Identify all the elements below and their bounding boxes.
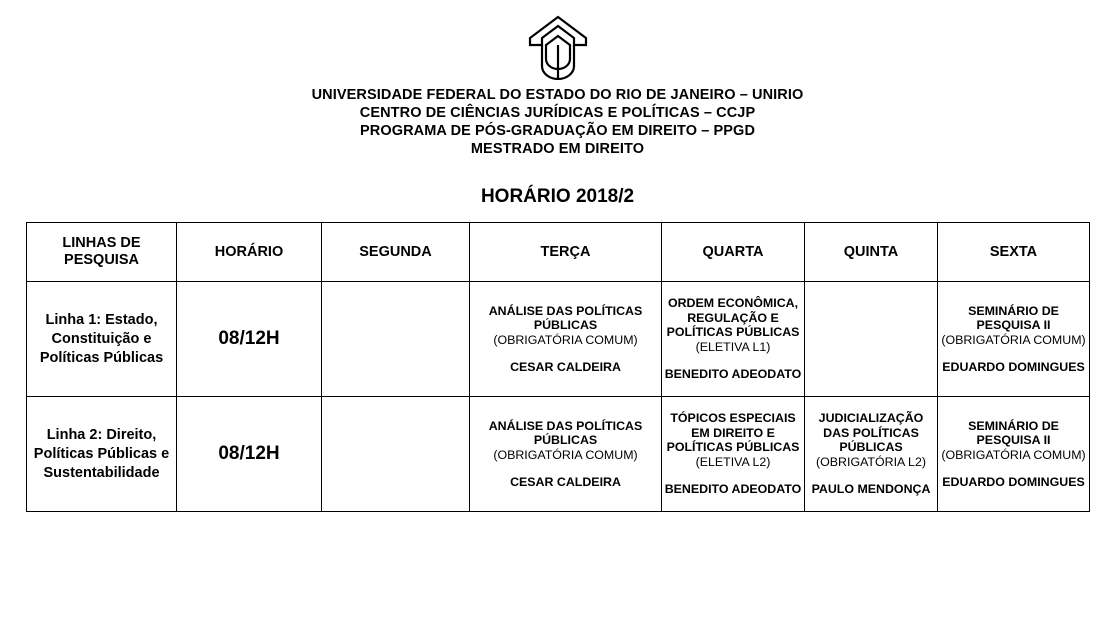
course-professor: CESAR CALDEIRA [510,475,621,489]
row-linha-label: Linha 2: Direito, Políticas Públicas e Sustentabilidade [27,397,177,512]
institution-header [0,86,1115,158]
course-type: (OBRIGATÓRIA COMUM) [941,447,1086,462]
table-row [27,397,1090,512]
column-header-sexta: SEXTA [938,223,1090,282]
schedule-table [26,222,1090,512]
cell-sexta [938,282,1090,397]
cell-segunda [322,397,470,512]
table-row [27,282,1090,397]
column-header-horario: HORÁRIO [177,223,322,282]
cell-quinta [805,282,938,397]
course-professor: EDUARDO DOMINGUES [942,360,1085,374]
course-name: TÓPICOS ESPECIAIS EM DIREITO E POLÍTICAS PÚBLICAS [666,411,800,455]
unirio-logo-icon [512,14,604,80]
table-header-row [27,223,1090,282]
course-professor: EDUARDO DOMINGUES [942,475,1085,489]
course-type: (OBRIGATÓRIA L2) [816,454,926,469]
course-type: (OBRIGATÓRIA COMUM) [941,332,1086,347]
row-horario: 08/12H [177,282,322,397]
header-line-1: UNIVERSIDADE FEDERAL DO ESTADO DO RIO DE JANEIRO – UNIRIO [311,87,804,103]
course-professor: CESAR CALDEIRA [510,360,621,374]
cell-quarta [662,282,805,397]
course-name: SEMINÁRIO DE PESQUISA II [968,303,1059,332]
course-name: ANÁLISE DAS POLÍTICAS PÚBLICAS [488,418,643,447]
column-header-segunda: SEGUNDA [322,223,470,282]
course-type: (OBRIGATÓRIA COMUM) [493,447,638,462]
course-professor: PAULO MENDONÇA [811,482,931,497]
course-name: ANÁLISE DAS POLÍTICAS PÚBLICAS [488,303,643,332]
cell-terca [470,282,662,397]
logo-container [0,0,1115,80]
course-name: ORDEM ECONÔMICA, REGULAÇÃO E POLÍTICAS PÚBLICAS [666,296,800,340]
cell-quarta [662,397,805,512]
course-name: SEMINÁRIO DE PESQUISA II [968,418,1059,447]
column-header-quinta: QUINTA [805,223,938,282]
course-professor: BENEDITO ADEODATO [664,367,802,382]
course-name: JUDICIALIZAÇÃO DAS POLÍTICAS PÚBLICAS [818,411,924,455]
course-professor: BENEDITO ADEODATO [664,482,802,497]
column-header-linhas: LINHAS DE PESQUISA [27,223,177,282]
header-line-2: CENTRO DE CIÊNCIAS JURÍDICAS E POLÍTICAS – CCJP [359,105,756,121]
course-type: (ELETIVA L2) [695,454,771,469]
column-header-quarta: QUARTA [662,223,805,282]
page-title: HORÁRIO 2018/2 [480,186,635,207]
header-line-3: PROGRAMA DE PÓS-GRADUAÇÃO EM DIREITO – PPGD [359,123,756,139]
cell-segunda [322,282,470,397]
row-linha-label: Linha 1: Estado, Constituição e Políticas Públicas [27,282,177,397]
row-horario: 08/12H [177,397,322,512]
cell-sexta [938,397,1090,512]
course-type: (ELETIVA L1) [695,339,771,354]
cell-terca [470,397,662,512]
cell-quinta [805,397,938,512]
course-type: (OBRIGATÓRIA COMUM) [493,332,638,347]
column-header-terca: TERÇA [470,223,662,282]
header-line-4: MESTRADO EM DIREITO [470,141,645,157]
